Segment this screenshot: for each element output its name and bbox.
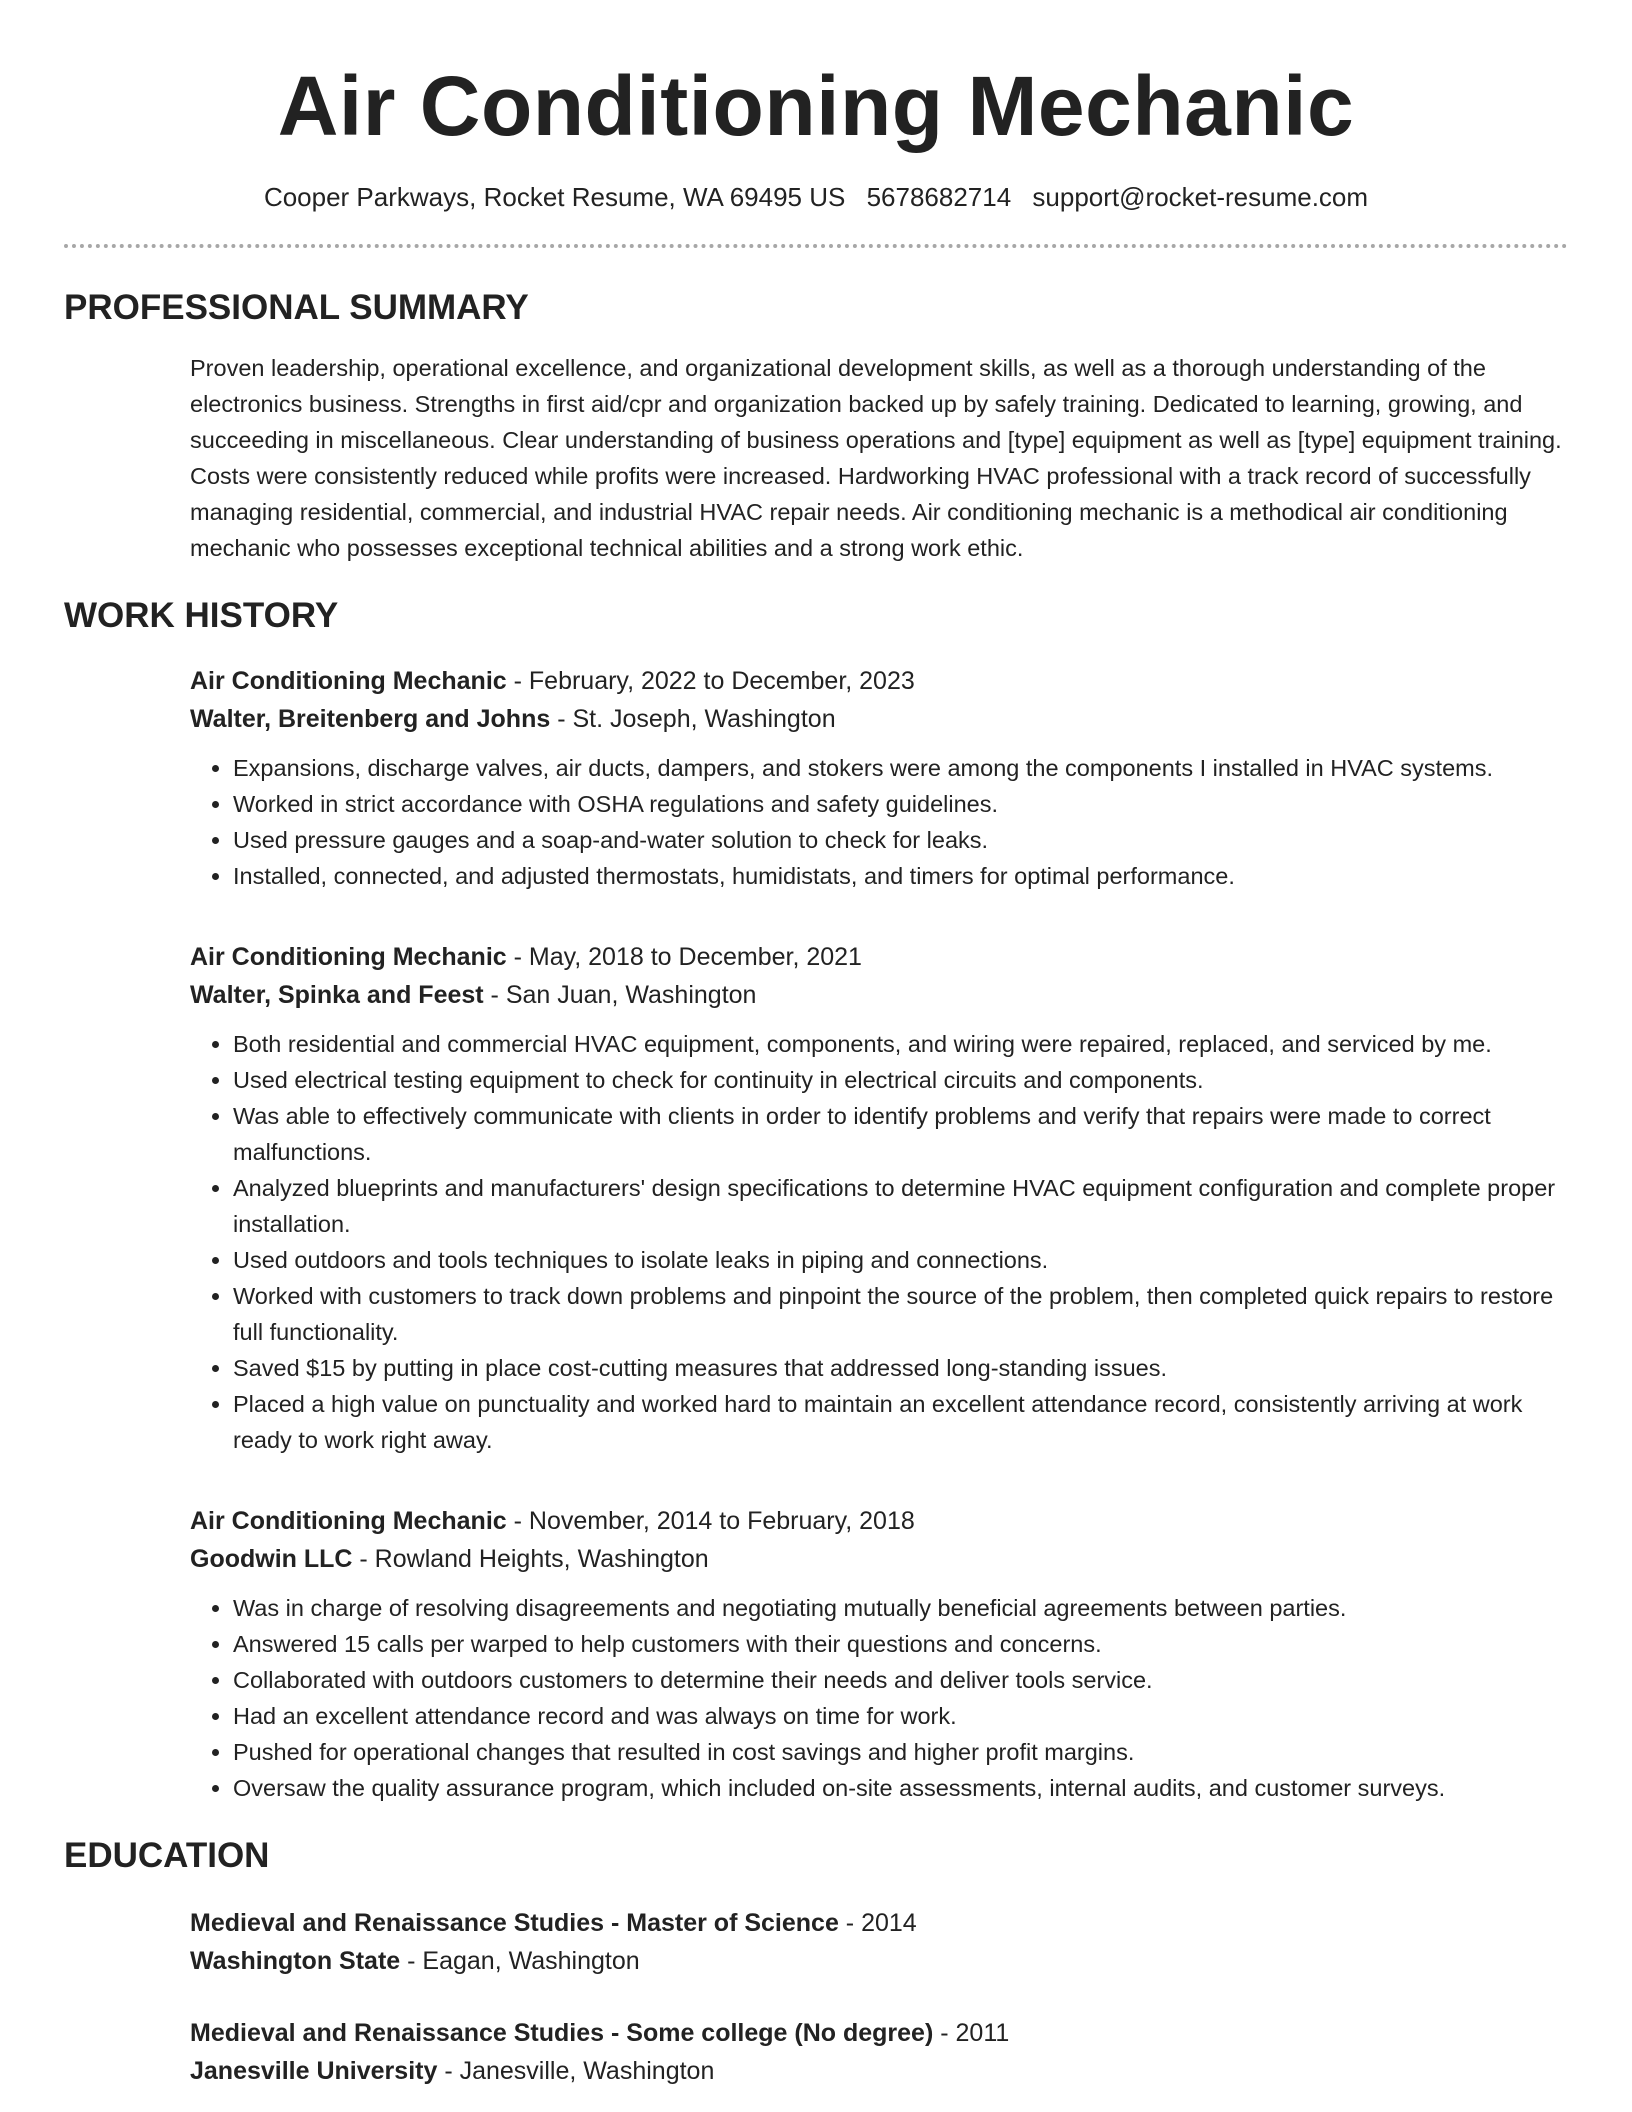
job-company-line <box>190 976 1568 1014</box>
education-degree: Medieval and Renaissance Studies - Some college (No degree) <box>190 2019 934 2047</box>
education-school: Washington State <box>190 1947 401 1975</box>
education-degree-line <box>190 1904 1568 1942</box>
contact-email: support@rocket-resume.com <box>1032 182 1369 212</box>
contact-line <box>64 180 1568 214</box>
job-company: Walter, Spinka and Feest <box>190 981 484 1009</box>
contact-phone: 5678682714 <box>866 182 1012 212</box>
job-entry <box>190 938 1568 1458</box>
section-title-work-history: WORK HISTORY <box>64 596 339 635</box>
job-role: Air Conditioning Mechanic <box>190 1507 507 1535</box>
job-company-line <box>190 1540 1568 1578</box>
job-bullets <box>190 1026 1568 1458</box>
job-bullet: • Had an excellent attendance record and was always on time for work. <box>233 1698 1568 1734</box>
job-location: - Rowland Heights, Washington <box>352 1545 709 1573</box>
job-entry <box>190 1502 1568 1806</box>
job-bullet: • Placed a high value on punctuality and worked hard to maintain an excellent attendance record, consistently arriving at work ready to work right away. <box>233 1386 1568 1458</box>
education-degree-line <box>190 2014 1568 2052</box>
job-bullet: • Was in charge of resolving disagreements and negotiating mutually beneficial agreements between parties. <box>233 1590 1568 1626</box>
education-entry <box>190 2014 1568 2090</box>
education-school: Janesville University <box>190 2057 438 2085</box>
job-company: Walter, Breitenberg and Johns <box>190 705 551 733</box>
job-bullets <box>190 1590 1568 1806</box>
job-location: - St. Joseph, Washington <box>550 705 836 733</box>
job-bullet: • Analyzed blueprints and manufacturers' design specifications to determine HVAC equipment configuration and complete proper installation. <box>233 1170 1568 1242</box>
job-location: - San Juan, Washington <box>483 981 757 1009</box>
education-year: - 2014 <box>838 1909 917 1937</box>
resume-name-heading: Air Conditioning Mechanic <box>277 59 1355 153</box>
job-bullet: • Answered 15 calls per warped to help customers with their questions and concerns. <box>233 1626 1568 1662</box>
section-title-education: EDUCATION <box>64 1836 270 1875</box>
header-divider <box>64 244 1568 248</box>
education-degree: Medieval and Renaissance Studies - Master of Science <box>190 1909 839 1937</box>
job-role: Air Conditioning Mechanic <box>190 943 507 971</box>
summary-text: Proven leadership, operational excellence, and organizational development skills, as well as a thorough understanding of the electronics business. Strengths in first aid/cpr and organization backed up by safely training. Dedicated to learning, growing, and succeeding in miscellaneous. Clear understanding of business operations and [type] equipment as well as [type] equipment training. Costs were consistently reduced while profits were increased. Hardworking HVAC professional with a track record of successfully managing residential, commercial, and industrial HVAC repair needs. Air conditioning mechanic is a methodical air conditioning mechanic who possesses exceptional technical abilities and a strong work ethic. <box>190 355 1562 561</box>
job-bullets <box>190 750 1568 894</box>
job-bullet: • Used pressure gauges and a soap-and-water solution to check for leaks. <box>233 822 1568 858</box>
job-dates: - November, 2014 to February, 2018 <box>506 1507 915 1535</box>
contact-address: Cooper Parkways, Rocket Resume, WA 69495 US <box>263 182 846 212</box>
job-bullet: • Collaborated with outdoors customers to determine their needs and deliver tools service. <box>233 1662 1568 1698</box>
job-company-line <box>190 700 1568 738</box>
job-entry <box>190 662 1568 894</box>
education-year: - 2011 <box>933 2019 1010 2047</box>
job-company: Goodwin LLC <box>190 1545 353 1573</box>
education-entry <box>190 1904 1568 1980</box>
job-bullet: • Used electrical testing equipment to check for continuity in electrical circuits and components. <box>233 1062 1568 1098</box>
education-school-line <box>190 1942 1568 1980</box>
job-dates: - May, 2018 to December, 2021 <box>506 943 862 971</box>
job-bullet: • Expansions, discharge valves, air ducts, dampers, and stokers were among the components I installed in HVAC systems. <box>233 750 1568 786</box>
job-title-line <box>190 662 1568 700</box>
job-bullet: • Pushed for operational changes that resulted in cost savings and higher profit margins. <box>233 1734 1568 1770</box>
job-bullet: • Worked in strict accordance with OSHA regulations and safety guidelines. <box>233 786 1568 822</box>
job-bullet: • Used outdoors and tools techniques to isolate leaks in piping and connections. <box>233 1242 1568 1278</box>
education-location: - Eagan, Washington <box>400 1947 640 1975</box>
job-bullet: • Worked with customers to track down problems and pinpoint the source of the problem, then completed quick repairs to restore full functionality. <box>233 1278 1568 1350</box>
job-bullet: • Installed, connected, and adjusted thermostats, humidistats, and timers for optimal performance. <box>233 858 1568 894</box>
job-dates: - February, 2022 to December, 2023 <box>506 667 915 695</box>
job-role: Air Conditioning Mechanic <box>190 667 507 695</box>
education-school-line <box>190 2052 1568 2090</box>
education-location: - Janesville, Washington <box>437 2057 715 2085</box>
job-bullet: • Both residential and commercial HVAC equipment, components, and wiring were repaired, replaced, and serviced by me. <box>233 1026 1568 1062</box>
job-bullet: • Was able to effectively communicate with clients in order to identify problems and verify that repairs were made to correct malfunctions. <box>233 1098 1568 1170</box>
job-bullet: • Saved $15 by putting in place cost-cutting measures that addressed long-standing issues. <box>233 1350 1568 1386</box>
job-title-line <box>190 938 1568 976</box>
section-title-summary: PROFESSIONAL SUMMARY <box>64 288 529 327</box>
resume-page <box>64 0 1568 2090</box>
job-title-line <box>190 1502 1568 1540</box>
job-bullet: • Oversaw the quality assurance program, which included on-site assessments, internal audits, and customer surveys. <box>233 1770 1568 1806</box>
